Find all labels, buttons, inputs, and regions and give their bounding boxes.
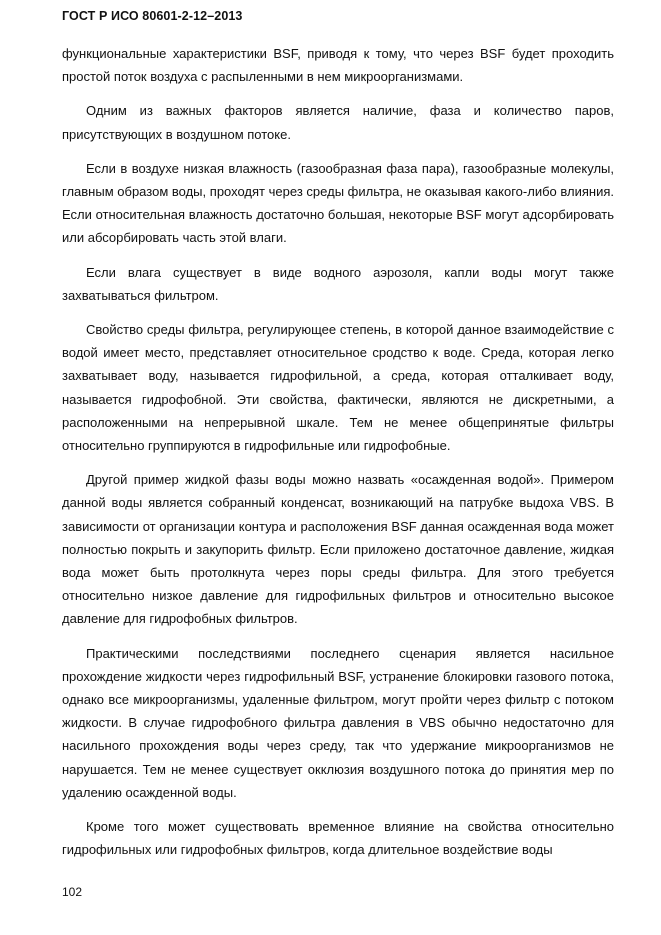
page-number: 102 [62, 885, 83, 899]
document-header: ГОСТ Р ИСО 80601-2-12–2013 [62, 9, 243, 23]
document-body [62, 42, 614, 873]
paragraph: Свойство среды фильтра, регулирующее степень, в которой данное взаимодействие с водой имеет место, представляет относительное сродство к воде. Среда, которая легко захватывает воду, называется гидрофильной, а среда, которая отталкивает воду, называется гидрофобной. Эти свойства, фактически, являются не дискретными, а расположенными на непрерывной шкале. Тем не менее общепринятые фильтры относительно группируются в гидрофильные или гидрофобные. [62, 322, 614, 454]
paragraph: Если влага существует в виде водного аэрозоля, капли воды могут также захватываться фильтром. [62, 264, 614, 303]
paragraph: Одним из важных факторов является наличие, фаза и количество паров, присутствующих в воздушном потоке. [62, 103, 614, 142]
paragraph: Если в воздухе низкая влажность (газообразная фаза пара), газообразные молекулы, главным образом воды, проходят через среды фильтра, не оказывая какого-либо влияния. Если относительная влажность достаточно большая, некоторые BSF могут адсорбировать или абсорбировать часть этой влаги. [62, 160, 614, 246]
paragraph: Другой пример жидкой фазы воды можно назвать «осажденная водой». Примером данной воды является собранный конденсат, возникающий на патрубке выдоха VBS. В зависимости от организации контура и расположения BSF данная осажденная вода может полностью покрыть и закупорить фильтр. Если приложено достаточное давление, жидкая вода может быть протолкнута через поры среды фильтра. Для этого требуется относительно низкое давление для гидрофильных фильтров и относительно высокое давление для гидрофобных фильтров. [62, 472, 614, 627]
paragraph: Практическими последствиями последнего сценария является насильное прохождение жидкости через гидрофильный BSF, устранение блокировки газового потока, однако все микроорганизмы, удаленные фильтром, могут пройти через фильтр с потоком жидкости. В случае гидрофобного фильтра давления в VBS обычно недостаточно для насильного прохождения воды через среду, так что удержание микроорганизмов не нарушается. Тем не менее существует окклюзия воздушного потока до принятия мер по удалению осажденной воды. [62, 645, 614, 800]
paragraph: Кроме того может существовать временное влияние на свойства относительно гидрофильных или гидрофобных фильтров, когда длительное воздействие воды [62, 819, 614, 858]
paragraph-continuation: функциональные характеристики BSF, приводя к тому, что через BSF будет проходить простой поток воздуха с распыленными в нем микроорганизмами. [62, 46, 614, 85]
